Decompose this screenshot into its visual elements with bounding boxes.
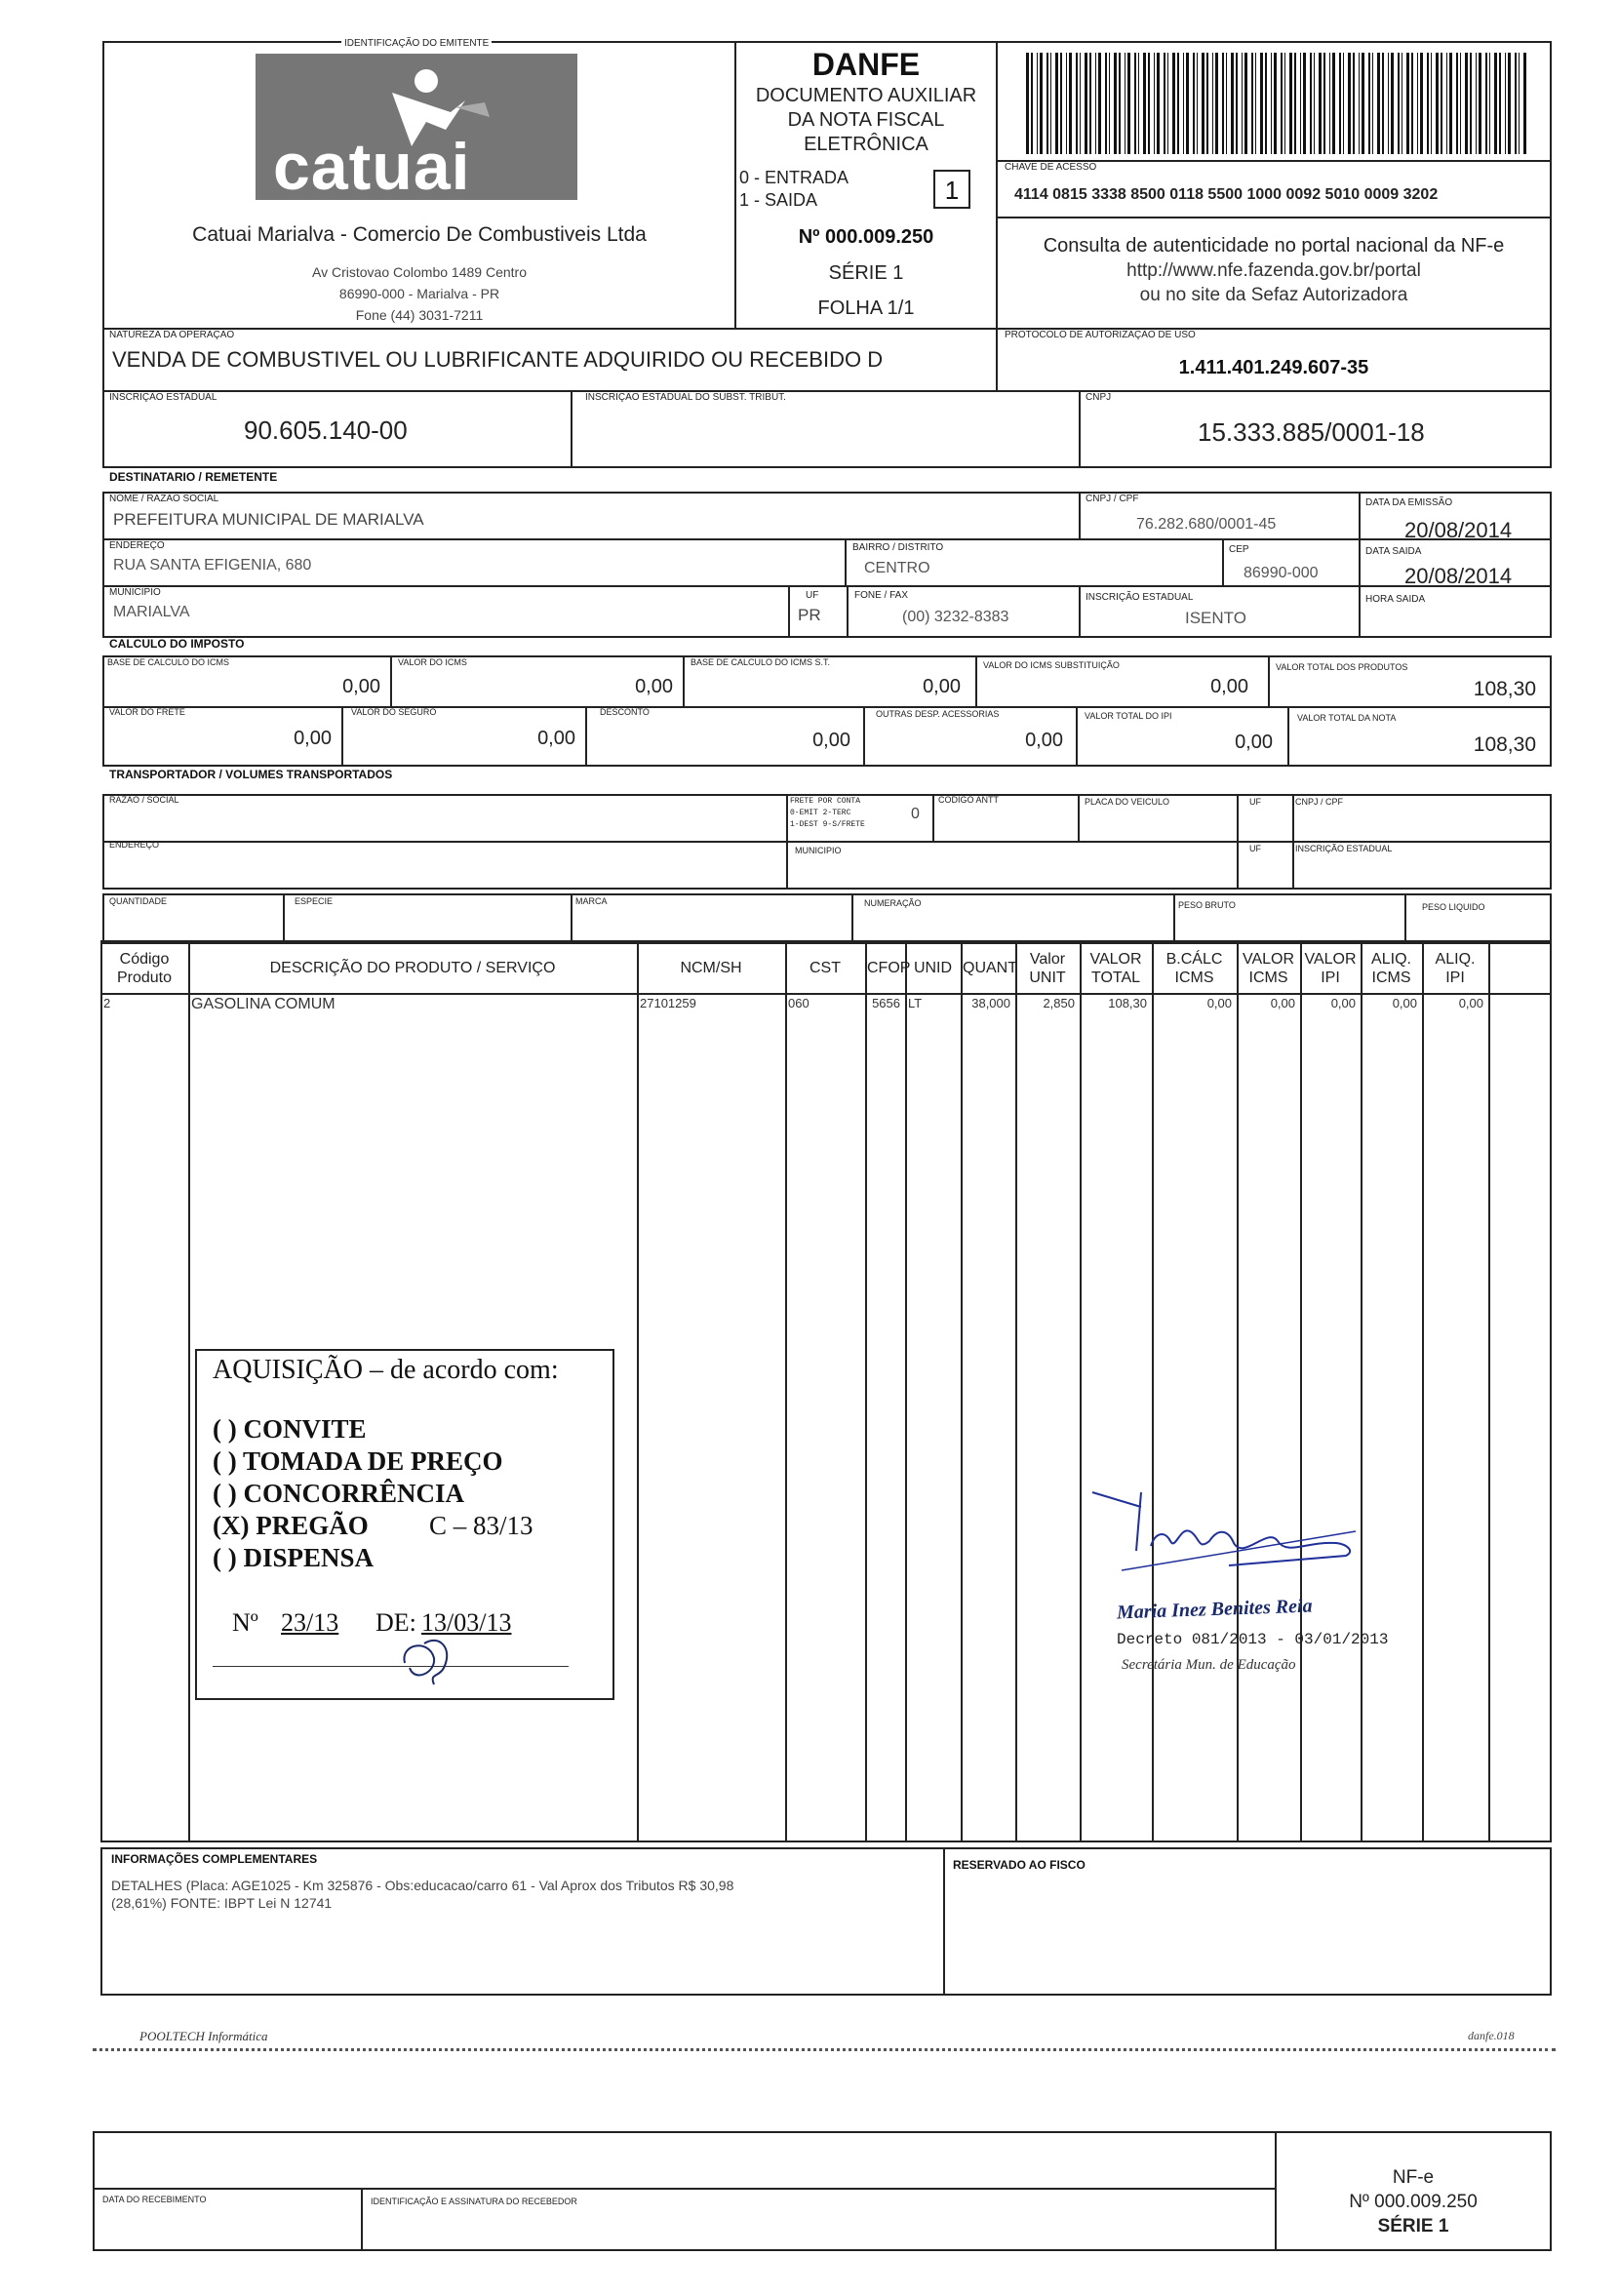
ipi-label: VALOR TOTAL DO IPI bbox=[1085, 711, 1172, 721]
consulta-line3: ou no site da Sefaz Autorizadora bbox=[1139, 285, 1408, 305]
transp-uf2-label: UF bbox=[1249, 844, 1261, 853]
stamp-de-label: DE: bbox=[375, 1608, 416, 1637]
tr-col3 bbox=[1078, 794, 1080, 841]
dest-municipio: MARIALVA bbox=[113, 604, 190, 620]
produtos-header-line bbox=[100, 993, 1552, 995]
produto-cell: 0,00 bbox=[1458, 996, 1483, 1010]
cnpj-label: CNPJ bbox=[1086, 392, 1112, 403]
catuai-logo bbox=[256, 54, 577, 204]
produtos-col-line bbox=[1488, 940, 1490, 1842]
transp-municipio-label: MUNICIPIO bbox=[795, 846, 842, 855]
base-st-label: BASE DE CALCULO DO ICMS S.T. bbox=[691, 657, 831, 667]
dest-hora-label: HORA SAIDA bbox=[1365, 594, 1426, 605]
danfe-serie: SÉRIE 1 bbox=[828, 262, 904, 284]
hdr-aliq-ipi: ALIQ. IPI bbox=[1435, 951, 1476, 986]
hdr-ncm: NCM/SH bbox=[680, 960, 742, 976]
produtos-col-line bbox=[637, 940, 639, 1842]
tr-col5 bbox=[1292, 794, 1294, 890]
dest-cnpj: 76.282.680/0001-45 bbox=[1136, 516, 1277, 533]
natureza-value: VENDA DE COMBUSTIVEL OU LUBRIFICANTE ADQUIRIDO OU RECEBIDO D bbox=[112, 347, 884, 372]
danfe-saida: 1 - SAIDA bbox=[739, 190, 818, 210]
produtos-col-line bbox=[1422, 940, 1424, 1842]
cnpj-value: 15.333.885/0001-18 bbox=[1198, 417, 1425, 447]
info-text1: DETALHES (Placa: AGE1025 - Km 325876 - Obs:educacao/carro 61 - Val Aprox dos Tributos R$ 30,98 bbox=[111, 1878, 734, 1893]
imposto-row-line bbox=[102, 706, 1552, 708]
signature-name: Maria Inez Benites Reia bbox=[1116, 1595, 1313, 1624]
antt-label: CODIGO ANTT bbox=[938, 795, 1000, 805]
produto-cell: LT bbox=[908, 996, 923, 1010]
barcode bbox=[1026, 53, 1528, 154]
dest-row1-line bbox=[102, 538, 1552, 540]
produtos-col-line bbox=[1237, 940, 1239, 1842]
dest-col-bairro bbox=[845, 538, 847, 585]
qtd-label: QUANTIDADE bbox=[109, 896, 168, 906]
dest-emissao-label: DATA DA EMISSÃO bbox=[1365, 497, 1453, 508]
dest-fone: (00) 3232-8383 bbox=[902, 609, 1009, 625]
valor-icms: 0,00 bbox=[635, 676, 673, 697]
emitente-phone: Fone (44) 3031-7211 bbox=[355, 307, 484, 323]
produtos-col-line bbox=[905, 940, 907, 1842]
frete-conta-l1: FRETE POR CONTA bbox=[790, 797, 861, 806]
dest-emissao: 20/08/2014 bbox=[1404, 518, 1513, 542]
imp-col2 bbox=[683, 655, 685, 706]
stamp-de: 13/03/13 bbox=[421, 1608, 512, 1637]
logo-text: catuai bbox=[273, 130, 471, 204]
total-prod-label: VALOR TOTAL DOS PRODUTOS bbox=[1276, 662, 1408, 672]
danfe-sub3: ELETRÔNICA bbox=[804, 134, 928, 155]
stamp-title: AQUISIÇÃO – de acordo com: bbox=[213, 1355, 559, 1385]
footer-left: POOLTECH Informática bbox=[139, 2029, 268, 2043]
imp-col8 bbox=[1076, 706, 1078, 767]
hdr-cst: CST bbox=[810, 960, 841, 976]
consulta-divider bbox=[996, 217, 1552, 218]
desconto: 0,00 bbox=[812, 730, 850, 751]
transp-row-line bbox=[102, 841, 1552, 843]
dest-col-cnpj bbox=[1079, 492, 1081, 538]
base-st: 0,00 bbox=[923, 676, 961, 697]
vol-col3 bbox=[851, 893, 853, 944]
hdr-cfop: CFOP bbox=[867, 960, 911, 976]
dest-col-ie bbox=[1079, 585, 1081, 638]
tr-col2 bbox=[932, 794, 934, 841]
chave-value: 4114 0815 3338 8500 0118 5500 1000 0092 5010 0009 3202 bbox=[1014, 186, 1439, 203]
info-box bbox=[100, 1847, 945, 1996]
transp-endereco-label: ENDEREÇO bbox=[109, 840, 160, 850]
especie-label: ESPECIE bbox=[295, 896, 334, 906]
produtos-col-line bbox=[188, 940, 190, 1842]
stamp-dispensa: ( ) DISPENSA bbox=[213, 1543, 375, 1572]
desconto-label: DESCONTO bbox=[600, 707, 650, 717]
dest-ie: ISENTO bbox=[1185, 609, 1246, 627]
dest-col-date bbox=[1359, 492, 1361, 638]
canhoto-serie: SÉRIE 1 bbox=[1377, 2216, 1449, 2237]
hdr-descricao: DESCRIÇÃO DO PRODUTO / SERVIÇO bbox=[269, 960, 556, 976]
vol-col5 bbox=[1404, 893, 1406, 944]
produto-cell: 2,850 bbox=[1043, 996, 1075, 1010]
danfe-numero: Nº 000.009.250 bbox=[798, 226, 934, 248]
vol-col2 bbox=[571, 893, 573, 944]
valor-st-label: VALOR DO ICMS SUBSTITUIÇÃO bbox=[983, 660, 1120, 670]
transp-ie-label: INSCRIÇÃO ESTADUAL bbox=[1295, 844, 1393, 853]
outras: 0,00 bbox=[1025, 730, 1063, 751]
total-nota: 108,30 bbox=[1473, 733, 1536, 756]
dest-saida-label: DATA SAIDA bbox=[1365, 546, 1422, 557]
produto-cell: GASOLINA COMUM bbox=[191, 996, 336, 1012]
hdr-codigo: Código Produto bbox=[116, 951, 173, 986]
danfe-entrada: 0 - ENTRADA bbox=[739, 168, 849, 187]
signature-decreto: Decreto 081/2013 - 03/01/2013 bbox=[1117, 1631, 1389, 1648]
canhoto-assin-label: IDENTIFICAÇÃO E ASSINATURA DO RECEBEDOR bbox=[371, 2197, 577, 2206]
hdr-unid: UNID bbox=[913, 960, 953, 976]
emitente-name: Catuai Marialva - Comercio De Combustiveis Ltda bbox=[192, 223, 647, 246]
dest-nome-label: NOME / RAZÃO SOCIAL bbox=[109, 494, 219, 504]
hdr-bc-icms: B.CÁLC ICMS bbox=[1165, 951, 1223, 986]
info-label: INFORMAÇÕES COMPLEMENTARES bbox=[111, 1852, 318, 1866]
danfe-sub2: DA NOTA FISCAL bbox=[787, 109, 945, 131]
danfe-tipo-box: 1 bbox=[933, 170, 970, 209]
produto-cell: 108,30 bbox=[1108, 996, 1147, 1010]
produto-cell: 0,00 bbox=[1330, 996, 1356, 1010]
canhoto-row-line bbox=[93, 2188, 1277, 2190]
stamp-pregao: (X) PREGÃO bbox=[213, 1511, 369, 1540]
stamp-num-label: Nº bbox=[232, 1608, 258, 1637]
numeracao-label: NUMERAÇÃO bbox=[864, 898, 922, 908]
produto-cell: 2 bbox=[103, 996, 111, 1010]
dest-cnpj-label: CNPJ / CPF bbox=[1086, 494, 1139, 504]
fisco-label: RESERVADO AO FISCO bbox=[953, 1858, 1086, 1872]
cut-line bbox=[93, 2048, 1556, 2051]
produtos-col-line bbox=[1300, 940, 1302, 1842]
danfe-folha: FOLHA 1/1 bbox=[817, 297, 915, 319]
dest-municipio-label: MUNICIPIO bbox=[109, 587, 161, 598]
dest-uf: PR bbox=[798, 606, 821, 624]
transp-section: TRANSPORTADOR / VOLUMES TRANSPORTADOS bbox=[109, 768, 393, 781]
canhoto-nfe: NF-e bbox=[1392, 2167, 1435, 2188]
dest-bairro-label: BAIRRO / DISTRITO bbox=[852, 542, 944, 553]
produtos-col-line bbox=[1361, 940, 1362, 1842]
danfe-title: DANFE bbox=[811, 47, 921, 82]
seguro-label: VALOR DO SEGURO bbox=[351, 707, 437, 717]
produto-cell: 27101259 bbox=[640, 996, 696, 1010]
vol-col1 bbox=[283, 893, 285, 944]
signature-cargo: Secretária Mun. de Educação bbox=[1122, 1657, 1296, 1673]
produtos-col-line bbox=[1152, 940, 1154, 1842]
dest-row2-line bbox=[102, 585, 1552, 587]
dest-saida: 20/08/2014 bbox=[1404, 564, 1513, 588]
marca-label: MARCA bbox=[575, 896, 608, 906]
produtos-col-line bbox=[785, 940, 787, 1842]
consulta-line2: http://www.nfe.fazenda.gov.br/portal bbox=[1126, 260, 1421, 281]
hdr-valor-ipi: VALOR IPI bbox=[1304, 951, 1357, 986]
stamp-concorrencia: ( ) CONCORRÊNCIA bbox=[213, 1479, 464, 1508]
emitente-address: Av Cristovao Colombo 1489 Centro bbox=[312, 264, 527, 280]
produto-cell: 0,00 bbox=[1206, 996, 1232, 1010]
stamp-num: 23/13 bbox=[281, 1608, 339, 1637]
produto-cell: 5656 bbox=[872, 996, 900, 1010]
imposto-section: CALCULO DO IMPOSTO bbox=[109, 637, 245, 651]
total-prod: 108,30 bbox=[1473, 678, 1536, 700]
valor-st: 0,00 bbox=[1210, 676, 1248, 697]
footer-right: danfe.018 bbox=[1468, 2029, 1515, 2042]
dest-col-fone bbox=[847, 585, 849, 638]
produtos-col-line bbox=[961, 940, 963, 1842]
canhoto-numero: Nº 000.009.250 bbox=[1349, 2192, 1478, 2212]
produto-cell: 0,00 bbox=[1270, 996, 1295, 1010]
ipi: 0,00 bbox=[1235, 732, 1273, 753]
hdr-valor-unit: Valor UNIT bbox=[1029, 951, 1066, 986]
emitente-cep: 86990-000 - Marialva - PR bbox=[338, 286, 500, 301]
stamp-convite: ( ) CONVITE bbox=[213, 1414, 367, 1444]
imp-col3 bbox=[975, 655, 977, 706]
total-nota-label: VALOR TOTAL DA NOTA bbox=[1297, 713, 1397, 723]
imp-col7 bbox=[863, 706, 865, 767]
dest-uf-label: UF bbox=[806, 590, 819, 601]
consulta-line1: Consulta de autenticidade no portal nacional da NF-e bbox=[1043, 235, 1505, 257]
imp-col6 bbox=[585, 706, 587, 767]
dest-bairro: CENTRO bbox=[864, 560, 930, 576]
ie-st-label: INSCRIÇÃO ESTADUAL DO SUBST. TRIBUT. bbox=[585, 392, 786, 403]
dest-cep-label: CEP bbox=[1229, 544, 1249, 555]
emitente-section-label: IDENTIFICAÇÃO DO EMITENTE bbox=[341, 39, 492, 49]
canhoto-data-label: DATA DO RECEBIMENTO bbox=[102, 2195, 207, 2204]
imp-col1 bbox=[390, 655, 392, 706]
dest-cep: 86990-000 bbox=[1244, 565, 1319, 581]
signature-icon bbox=[1083, 1473, 1375, 1590]
hdr-valor-icms: VALOR ICMS bbox=[1242, 951, 1295, 986]
danfe-sub1: DOCUMENTO AUXILIAR bbox=[755, 85, 977, 106]
frete-conta-value: 0 bbox=[911, 806, 920, 822]
produto-cell: 0,00 bbox=[1392, 996, 1417, 1010]
transp-uf-label: UF bbox=[1249, 797, 1261, 807]
imp-col9 bbox=[1287, 706, 1289, 767]
chave-label: CHAVE DE ACESSO bbox=[1005, 162, 1097, 173]
frete-label: VALOR DO FRETE bbox=[109, 707, 185, 717]
dest-col-uf bbox=[788, 585, 790, 638]
destinatario-section: DESTINATARIO / REMETENTE bbox=[109, 470, 278, 484]
produto-cell: 060 bbox=[788, 996, 810, 1010]
imp-col4 bbox=[1268, 655, 1270, 706]
frete-conta-l2: 0-EMIT 2-TERC bbox=[790, 809, 851, 817]
transp-cnpj-label: CNPJ / CPF bbox=[1295, 797, 1344, 807]
seguro: 0,00 bbox=[537, 728, 575, 749]
base-icms: 0,00 bbox=[342, 676, 380, 697]
produtos-col-line bbox=[865, 940, 867, 1842]
produto-cell: 38,000 bbox=[971, 996, 1010, 1010]
frete-conta-l3: 1-DEST 9-S/FRETE bbox=[790, 820, 865, 829]
info-text2: (28,61%) FONTE: IBPT Lei N 12741 bbox=[111, 1895, 333, 1911]
natureza-label: NATUREZA DA OPERAÇÃO bbox=[109, 330, 235, 340]
dest-ie-label: INSCRIÇÃO ESTADUAL bbox=[1086, 592, 1194, 603]
vol-col4 bbox=[1173, 893, 1175, 944]
imp-col5 bbox=[341, 706, 343, 767]
dest-endereco-label: ENDEREÇO bbox=[109, 540, 165, 551]
produtos-col-line bbox=[1015, 940, 1017, 1842]
dest-fone-label: FONE / FAX bbox=[854, 590, 909, 601]
hdr-quant: QUANT bbox=[963, 960, 1017, 976]
produtos-col-line bbox=[1080, 940, 1082, 1842]
transp-razao-label: RAZÃO / SOCIAL bbox=[109, 795, 179, 805]
peso-bruto-label: PESO BRUTO bbox=[1178, 900, 1236, 910]
stamp-initials-icon bbox=[385, 1624, 463, 1692]
dest-col-cep bbox=[1222, 538, 1224, 585]
placa-label: PLACA DO VEICULO bbox=[1085, 797, 1170, 807]
protocolo-label: PROTOCOLO DE AUTORIZAÇÃO DE USO bbox=[1005, 330, 1196, 340]
dest-nome: PREFEITURA MUNICIPAL DE MARIALVA bbox=[113, 510, 424, 529]
peso-liquido-label: PESO LIQUIDO bbox=[1422, 902, 1485, 912]
hdr-aliq-icms: ALIQ. ICMS bbox=[1371, 951, 1411, 986]
valor-icms-label: VALOR DO ICMS bbox=[398, 657, 467, 667]
tr-col4 bbox=[1237, 794, 1239, 890]
canhoto-col1 bbox=[361, 2188, 363, 2251]
outras-label: OUTRAS DESP. ACESSORIAS bbox=[876, 709, 1000, 719]
protocolo-value: 1.411.401.249.607-35 bbox=[1178, 357, 1369, 378]
ie-value: 90.605.140-00 bbox=[244, 416, 408, 445]
base-icms-label: BASE DE CALCULO DO ICMS bbox=[107, 657, 230, 667]
frete: 0,00 bbox=[294, 728, 332, 749]
tr-col1 bbox=[786, 794, 788, 890]
stamp-pregao-num: C – 83/13 bbox=[429, 1511, 533, 1540]
ie-label: INSCRIÇÃO ESTADUAL bbox=[109, 392, 217, 403]
stamp-tomada: ( ) TOMADA DE PREÇO bbox=[213, 1446, 503, 1476]
hdr-valor-total: VALOR TOTAL bbox=[1089, 951, 1142, 986]
dest-endereco: RUA SANTA EFIGENIA, 680 bbox=[113, 557, 312, 574]
